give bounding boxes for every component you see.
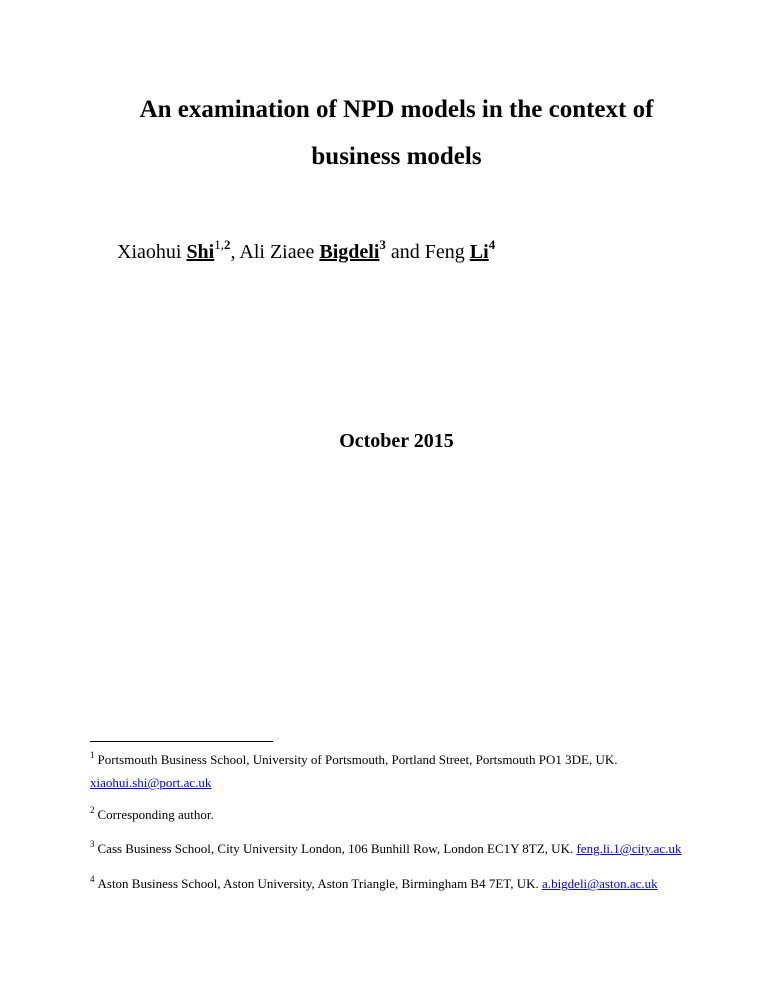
author-list [117, 238, 495, 266]
author-affiliation-mark: 1, [214, 237, 224, 253]
email-link[interactable]: feng.li.1@city.ac.uk [576, 841, 682, 856]
author-surname: Li [469, 241, 489, 263]
author-separator: , [230, 241, 240, 263]
footnote-number: 4 [90, 873, 95, 884]
footnote-3 [90, 837, 681, 860]
footnote-2 [90, 803, 214, 826]
author-affiliation-mark: 3 [379, 237, 386, 253]
publication-date: October 2015 [339, 430, 454, 452]
title-line-2: business models [311, 143, 482, 170]
author-separator: and [385, 241, 425, 263]
title-line-1: An examination of NPD models in the context of [139, 96, 654, 123]
email-link[interactable]: a.bigdeli@aston.ac.uk [542, 876, 658, 891]
paper-title [60, 86, 733, 180]
author-given-name: Ali Ziaee [239, 241, 320, 263]
author-given-name: Xiaohui [117, 241, 187, 263]
footnote-1 [90, 748, 618, 794]
author-surname: Bigdeli [319, 241, 380, 263]
author-affiliation-mark: 4 [488, 237, 496, 253]
email-link[interactable]: xiaohui.shi@port.ac.uk [90, 775, 212, 790]
footnote-text: Corresponding author. [97, 807, 214, 822]
footnote-number: 1 [90, 749, 95, 760]
footnote-number: 2 [90, 804, 95, 815]
footnote-text: Portsmouth Business School, University of Portsmouth, Portland Street, Portsmouth PO1 3DE, UK. [97, 752, 618, 767]
footnote-divider [90, 741, 273, 742]
footnote-text: Aston Business School, Aston University, Aston Triangle, Birmingham B4 7ET, UK. [97, 876, 543, 891]
footnote-text: Cass Business School, City University London, 106 Bunhill Row, London EC1Y 8TZ, UK. [97, 841, 577, 856]
footnote-number: 3 [90, 838, 95, 849]
footnote-4 [90, 872, 658, 895]
author-affiliation-mark: 2 [224, 237, 231, 253]
author-surname: Shi [186, 241, 215, 263]
author-given-name: Feng [424, 241, 470, 263]
